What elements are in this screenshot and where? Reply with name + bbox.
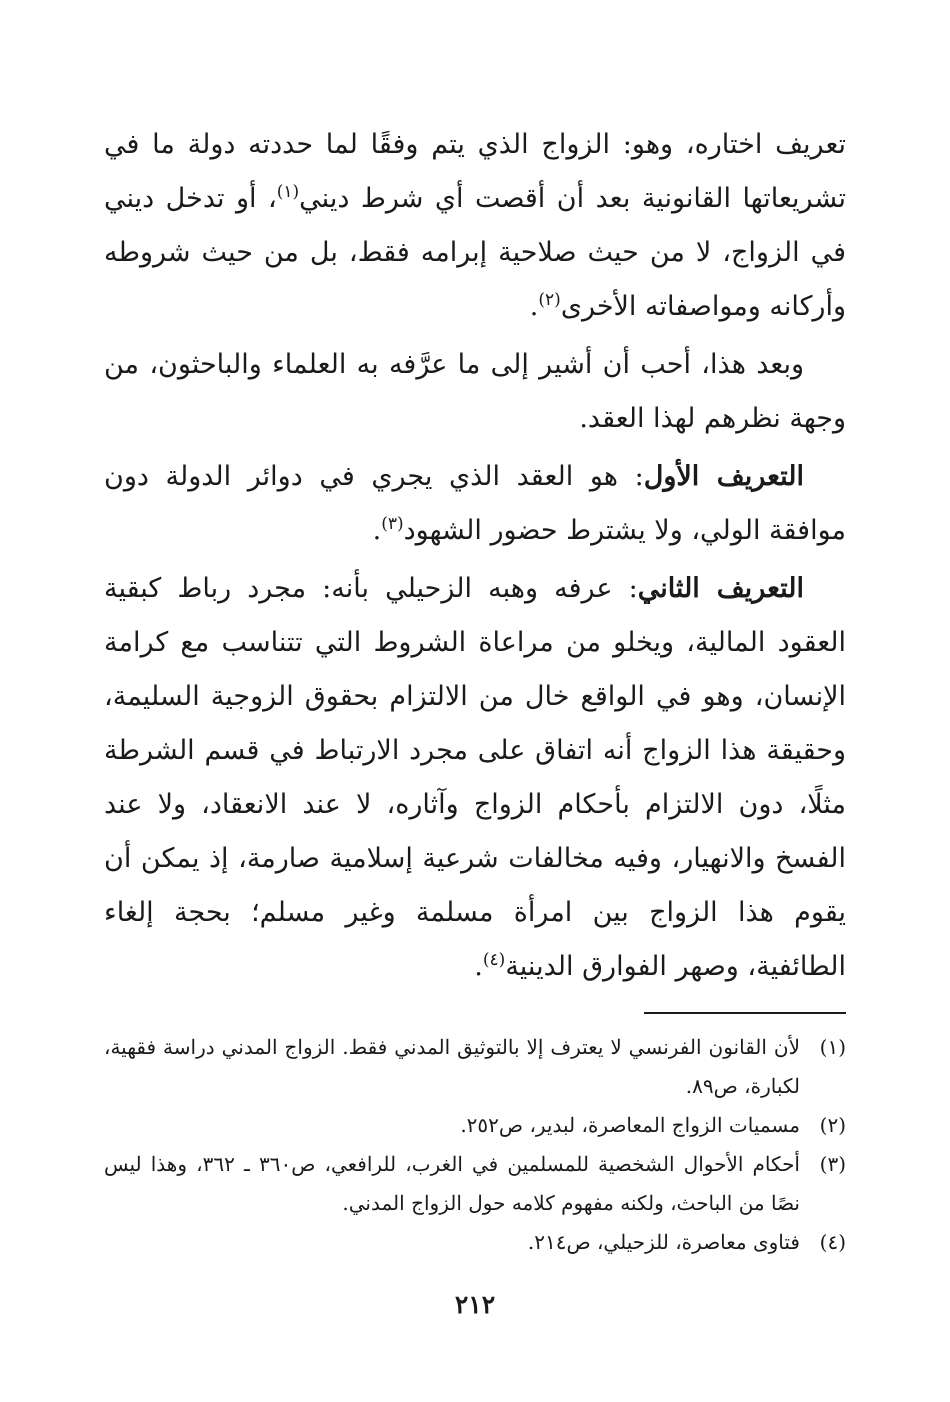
footnote-ref-3: (٣)	[381, 514, 404, 534]
footnote-1	[104, 1028, 846, 1106]
footnote-4-number: (٤)	[819, 1230, 846, 1254]
paragraph-4	[104, 562, 846, 994]
paragraph-1	[104, 118, 846, 334]
page-number: ٢١٢	[454, 1290, 496, 1319]
definition-2-text: : عرفه وهبه الزحيلي بأنه: مجرد رباط كبقية العقود المالية، ويخلو من مراعاة الشروط التي تتناسب مع كرامة الإنسان، وهو في الواقع خال من الالتزام بحقوق الزوجية السليمة، وحقيقة هذا الزواج أنه اتفاق على مجرد الارتباط في قسم الشرطة مثلًا، دون الالتزام بأحكام الزواج وآثاره، لا عند الانعقاد، ولا عند الفسخ والانهيار، وفيه مخالفات شرعية إسلامية صارمة، إذ يمكن أن يقوم هذا الزواج بين امرأة مسلمة وغير مسلم؛ بحجة إلغاء الطائفية، وصهر الفوارق الدينية	[104, 573, 847, 982]
footnote-2	[104, 1106, 846, 1145]
paragraph-3	[104, 450, 846, 558]
footnote-1-text: لأن القانون الفرنسي لا يعترف إلا بالتوثيق المدني فقط. الزواج المدني دراسة فقهية، لكبارة، ص٨٩.	[104, 1035, 800, 1098]
footnote-2-number: (٢)	[819, 1113, 846, 1137]
footnote-4-text: فتاوى معاصرة، للزحيلي، ص٢١٤.	[527, 1230, 800, 1254]
paragraph-1-part-3: .	[529, 291, 539, 322]
definition-1-text: : هو العقد الذي يجري في دوائر الدولة دون موافقة الولي، ولا يشترط حضور الشهود	[104, 461, 846, 546]
paragraph-2-text: وبعد هذا، أحب أن أشير إلى ما عرَّفه به العلماء والباحثون، من وجهة نظرهم لهذا العقد.	[104, 349, 846, 434]
footnote-3	[104, 1145, 846, 1223]
footnote-4	[104, 1223, 846, 1262]
footnote-separator	[644, 1012, 846, 1014]
footnote-2-text: مسميات الزواج المعاصرة، لبدير، ص٢٥٢.	[460, 1113, 800, 1137]
footnote-3-number: (٣)	[819, 1152, 846, 1176]
definition-1-end: .	[372, 515, 382, 546]
paragraph-2	[104, 338, 846, 446]
footnote-ref-1: (١)	[276, 182, 300, 202]
paragraph-1-part-1: تعريف اختاره، وهو: الزواج الذي يتم وفقًا لما حددته دولة ما في تشريعاتها القانونية بعد أن أقصت أي شرط ديني	[104, 129, 846, 214]
definition-2-end: .	[474, 951, 483, 982]
footnote-ref-4: (٤)	[482, 950, 506, 970]
main-text	[104, 118, 846, 998]
footnote-3-text: أحكام الأحوال الشخصية للمسلمين في الغرب، للرافعي، ص٣٦٠ ـ ٣٦٢، وهذا ليس نصًا من الباحث، ولكنه مفهوم كلامه حول الزواج المدني.	[104, 1152, 800, 1215]
footnote-1-number: (١)	[819, 1035, 846, 1059]
footnote-ref-2: (٢)	[538, 290, 561, 310]
definition-1-label: التعريف الأول	[643, 461, 805, 492]
paragraph-1-part-2: ، أو تدخل ديني في الزواج، لا من حيث صلاحية إبرامه فقط، بل من حيث شروطه وأركانه ومواصفاته الأخرى	[104, 183, 846, 322]
definition-2-label: التعريف الثاني	[637, 573, 804, 604]
footnotes	[104, 1028, 846, 1262]
